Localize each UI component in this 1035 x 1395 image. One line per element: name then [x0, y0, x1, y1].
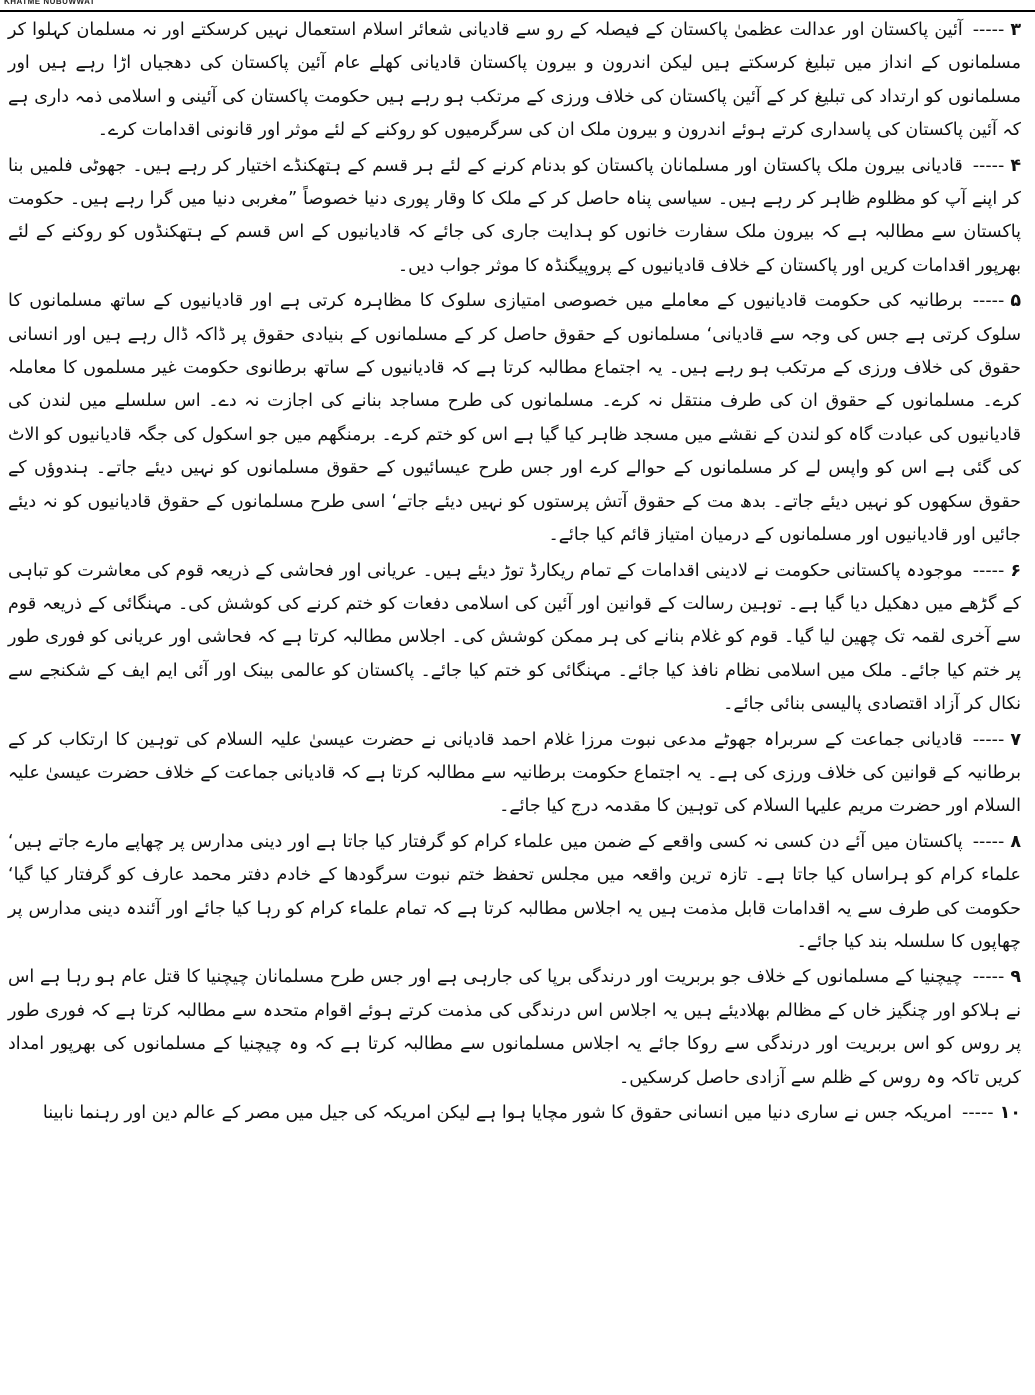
document-body	[8, 14, 1021, 1395]
paragraph-8	[8, 826, 1021, 960]
paragraph-4	[8, 150, 1021, 284]
paragraph-3	[8, 14, 1021, 148]
paragraph-number: ۹	[1010, 967, 1021, 988]
paragraph-number: ۶	[1010, 560, 1021, 581]
dash-leader: -----	[972, 155, 1005, 176]
dash-leader: -----	[972, 831, 1005, 852]
paragraph-number: ۸	[1010, 831, 1021, 852]
header-strip	[0, 0, 1035, 12]
paragraph-text: آئین پاکستان اور عدالت عظمیٰ پاکستان کے فیصلہ کے رو سے قادیانی شعائر اسلام استعمال نہیں کرسکتے اور نہ مسلمان کہلوا کر مسلمانوں کے انداز میں تبلیغ کرسکتے ہیں لیکن اندرون و بیرون پاکستان قادیانی کھلے عام آئین پاکستان کی دھجیاں اڑا رہے ہیں اور مسلمانوں کو ارتداد کی تبلیغ کر کے آئین پاکستان کی خلاف ورزی کے مرتکب ہو رہے ہیں حکومت پاکستان کی آئینی و اسلامی ذمہ داری ہے کہ آئین پاکستان کی پاسداری کرتے ہوئے اندرون و بیرون ملک ان کی سرگرمیوں کو روکنے کے لئے موثر اور قانونی اقدامات کرے۔	[8, 20, 1021, 141]
dash-leader: -----	[972, 291, 1005, 312]
paragraph-text: چیچنیا کے مسلمانوں کے خلاف جو بربریت اور درندگی برپا کی جارہی ہے اور جس طرح مسلمانان چیچنیا کا قتل عام ہو رہا ہے اس نے ہلاکو اور چنگیز خاں کے مظالم بھلادیئے ہیں یہ اجلاس اس درندگی کی مذمت کرتے ہوئے اقوام متحدہ سے مطالبہ کرتا ہے کہ فوری طور پر روس کو اس بربریت اور درندگی سے روکا جائے یہ اجلاس مسلمانوں سے مطالبہ کرتا ہے کہ وہ چیچنیا کے مسلمانوں کی بھرپور امداد کریں تاکہ وہ روس کے ظلم سے آزادی حاصل کرسکیں۔	[8, 967, 1021, 1088]
paragraph-text: امریکہ جس نے ساری دنیا میں انسانی حقوق کا شور مچایا ہوا ہے لیکن امریکہ کی جیل میں مصر کے عالم دین اور رہنما نابینا	[42, 1103, 953, 1123]
dash-leader: -----	[972, 20, 1005, 40]
paragraph-5	[8, 285, 1021, 552]
dash-leader: -----	[972, 729, 1005, 750]
paragraph-text: پاکستان میں آئے دن کسی نہ کسی واقعے کے ضمن میں علماء کرام کو گرفتار کیا جاتا ہے اور دینی مدارس پر چھاپے مارے جاتے ہیں‘ علماء کرام کو ہراساں کیا جاتا ہے۔ تازہ ترین واقعہ میں مجلس تحفظ ختم نبوت سرگودھا کے خادم دفتر محمد عارف کو گرفتار کیا گیا‘ حکومت کی طرف سے یہ اقدامات قابل مذمت ہیں یہ اجلاس مطالبہ کرتا ہے کہ تمام علماء کرام کو رہا کیا جائے اور آئندہ دینی مدارس پر چھاپوں کا سلسلہ بند کیا جائے۔	[8, 831, 1021, 952]
paragraph-6	[8, 555, 1021, 722]
paragraph-number: ۴	[1010, 155, 1021, 176]
paragraph-text: قادیانی بیرون ملک پاکستان اور مسلمانان پاکستان کو بدنام کرنے کے لئے ہر قسم کے ہتھکنڈے اختیار کر رہے ہیں۔ جھوٹی فلمیں بنا کر اپنے آپ کو مظلوم ظاہر کر رہے ہیں۔ سیاسی پناہ حاصل کر کے ملک کا وقار پوری دنیا خصوصاً ”مغربی دنیا میں گرا رہے ہیں۔ حکومت پاکستان سے مطالبہ ہے کہ بیرون ملک سفارت خانوں کو ہدایت جاری کی جائے کہ قادیانیوں کے اس قسم کے ہتھکنڈوں کو روکنے کے لئے بھرپور اقدامات کریں اور پاکستان کے خلاف قادیانیوں کے پروپیگنڈہ کا موثر جواب دیں۔	[8, 155, 1021, 276]
dash-leader: -----	[972, 967, 1005, 988]
paragraph-10	[8, 1097, 1021, 1130]
paragraph-text: برطانیہ کی حکومت قادیانیوں کے معاملے میں خصوصی امتیازی سلوک کا مظاہرہ کرتی ہے اور قادیانیوں کے ساتھ مسلمانوں کا سلوک کرتی ہے جس کی وجہ سے قادیانی‘ مسلمانوں کے حقوق حاصل کر کے مسلمانوں کے بنیادی حقوق پر ڈاکہ ڈال رہے ہیں اور انسانی حقوق کی خلاف ورزی کے مرتکب ہو رہے ہیں۔ یہ اجتماع مطالبہ کرتا ہے کہ قادیانیوں کے ساتھ برطانوی حکومت غیر مسلموں کا معاملہ کرے۔ مسلمانوں کے حقوق ان کی طرف منتقل نہ کرے۔ مسلمانوں کی طرح مساجد بنانے کی اجازت نہ دے۔ اس سلسلے میں لندن کی قادیانیوں کی عبادت گاہ کو لندن کے نقشے میں مسجد ظاہر کیا گیا ہے اس کو ختم کرے۔ برمنگھم میں جو اسکول کی جگہ قادیانیوں کو الاٹ کی گئی ہے اس کو واپس لے کر مسلمانوں کے حوالے کرے اور جس طرح عیسائیوں کے حقوق مسلمانوں کو نہیں دیئے جاتے۔ ہندوؤں کے حقوق سکھوں کو نہیں دیئے جاتے۔ بدھ مت کے حقوق آتش پرستوں کو نہیں دیئے جاتے‘ اسی طرح مسلمانوں کے حقوق قادیانیوں کو نہ دیئے جائیں اور قادیانیوں اور مسلمانوں کے درمیان امتیاز قائم کیا جائے۔	[8, 291, 1021, 546]
dash-leader: -----	[962, 1103, 994, 1123]
paragraph-number: ۳	[1010, 20, 1021, 40]
paragraph-number: ۵	[1010, 291, 1021, 312]
paragraph-number: ۱۰	[999, 1103, 1021, 1123]
paragraph-7	[8, 724, 1021, 824]
dash-leader: -----	[972, 560, 1005, 581]
paragraph-number: ۷	[1010, 729, 1021, 750]
paragraph-9	[8, 961, 1021, 1095]
paragraph-text: موجودہ پاکستانی حکومت نے لادینی اقدامات کے تمام ریکارڈ توڑ دیئے ہیں۔ عریانی اور فحاشی کے ذریعہ قوم کی معاشرت کو تباہی کے گڑھے میں دھکیل دیا گیا ہے۔ توہین رسالت کے قوانین اور آئین کی اسلامی دفعات کو ختم کرنے کی کوشش کی۔ مہنگائی کے ذریعہ قوم سے آخری لقمہ تک چھین لیا گیا۔ قوم کو غلام بنانے کی ہر ممکن کوشش کی۔ اجلاس مطالبہ کرتا ہے کہ فحاشی اور عریانی کو فوری طور پر ختم کیا جائے۔ ملک میں اسلامی نظام نافذ کیا جائے۔ مہنگائی کو ختم کیا جائے۔ پاکستان کو عالمی بینک اور آئی ایم ایف کے شکنجے سے نکال کر آزاد اقتصادی پالیسی بنائی جائے۔	[8, 560, 1021, 715]
paragraph-text: قادیانی جماعت کے سربراہ جھوٹے مدعی نبوت مرزا غلام احمد قادیانی نے حضرت عیسیٰ علیہ السلام کی توہین کا ارتکاب کر کے برطانیہ کے قوانین کی خلاف ورزی کی ہے۔ یہ اجتماع حکومت برطانیہ سے مطالبہ کرتا ہے کہ قادیانی جماعت کے خلاف حضرت عیسیٰ علیہ السلام اور حضرت مریم علیہا السلام کی توہین کا مقدمہ درج کیا جائے۔	[8, 729, 1021, 817]
running-header: KHATME NUBUWWAT	[4, 0, 96, 6]
